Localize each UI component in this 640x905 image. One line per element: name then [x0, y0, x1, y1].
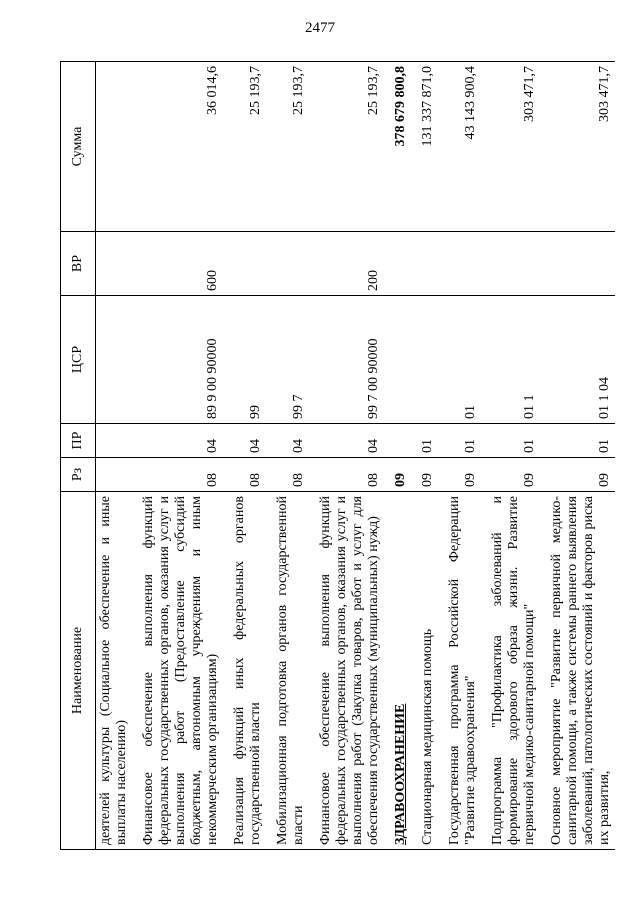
cell-name: Мобилизационная подготовка органов государственной власти [266, 492, 309, 850]
table-row [540, 62, 615, 850]
cell-pr: 04 [309, 424, 384, 458]
cell-rz: 08 [132, 458, 223, 492]
header-sum: Сумма [61, 62, 96, 232]
cell-vr [438, 232, 481, 296]
table-row [223, 62, 266, 850]
cell-name: Финансовое обеспечение выполнения функций федеральных государственных органов, оказания услуг и выполнения работ (Закупка товаров, работ и услуг для обеспечения государственных (муниципальных) нужд) [309, 492, 384, 850]
cell-sum: 303 471,7 [540, 62, 615, 232]
cell-csr: 99 [223, 296, 266, 424]
cell-sum: 25 193,7 [223, 62, 266, 232]
cell-vr [384, 232, 411, 296]
cell-vr [481, 232, 540, 296]
cell-csr: 01 1 [481, 296, 540, 424]
cell-sum: 36 014,6 [132, 62, 223, 232]
cell-csr [384, 296, 411, 424]
cell-vr [96, 232, 133, 296]
cell-sum: 25 193,7 [309, 62, 384, 232]
table-row [266, 62, 309, 850]
cell-vr [266, 232, 309, 296]
cell-pr: 01 [411, 424, 438, 458]
cell-csr: 01 [438, 296, 481, 424]
table-row [481, 62, 540, 850]
cell-pr: 04 [266, 424, 309, 458]
cell-vr: 600 [132, 232, 223, 296]
cell-csr: 99 7 [266, 296, 309, 424]
cell-csr [96, 296, 133, 424]
header-csr: ЦСР [61, 296, 96, 424]
table-row [384, 62, 411, 850]
cell-csr: 01 1 04 [540, 296, 615, 424]
header-name: Наименование [61, 492, 96, 850]
cell-csr: 99 7 00 90000 [309, 296, 384, 424]
budget-table [60, 61, 615, 850]
cell-csr [411, 296, 438, 424]
cell-rz: 09 [384, 458, 411, 492]
cell-name: Основное мероприятие "Развитие первичной медико-санитарной помощи, а также системы раннего выявления заболеваний, патологических состояний и факторов риска их развития, [540, 492, 615, 850]
cell-sum [96, 62, 133, 232]
budget-table-container [60, 62, 630, 850]
cell-pr [96, 424, 133, 458]
table-header-row [61, 62, 96, 850]
cell-vr [411, 232, 438, 296]
cell-name: Финансовое обеспечение выполнения функций федеральных государственных органов, оказания услуг и выполнения работ (Предоставление субсидий бюджетным, автономным учреждениям и иным некоммерческим организациям) [132, 492, 223, 850]
cell-pr: 01 [540, 424, 615, 458]
cell-rz: 09 [411, 458, 438, 492]
cell-rz: 09 [540, 458, 615, 492]
cell-vr: 200 [309, 232, 384, 296]
cell-sum: 25 193,7 [266, 62, 309, 232]
cell-pr [384, 424, 411, 458]
cell-sum: 131 337 871,0 [411, 62, 438, 232]
header-vr: ВР [61, 232, 96, 296]
header-pr: ПР [61, 424, 96, 458]
table-body [96, 62, 616, 850]
table-row [438, 62, 481, 850]
cell-csr: 89 9 00 90000 [132, 296, 223, 424]
cell-name: Подпрограмма "Профилактика заболеваний и формирование здорового образа жизни. Развитие первичной медико-санитарной помощи" [481, 492, 540, 850]
page-number: 2477 [305, 20, 335, 36]
cell-rz: 08 [309, 458, 384, 492]
cell-pr: 04 [132, 424, 223, 458]
cell-name: Государственная программа Российской Федерации "Развитие здравоохранения" [438, 492, 481, 850]
header-rz: Рз [61, 458, 96, 492]
cell-pr: 01 [481, 424, 540, 458]
cell-sum: 303 471,7 [481, 62, 540, 232]
table-row [96, 62, 133, 850]
table-row [309, 62, 384, 850]
cell-pr: 01 [438, 424, 481, 458]
cell-name: деятелей культуры (Социальное обеспечение и иные выплаты населению) [96, 492, 133, 850]
cell-rz: 08 [223, 458, 266, 492]
table-row [132, 62, 223, 850]
table-row [411, 62, 438, 850]
cell-rz: 08 [266, 458, 309, 492]
cell-name: Стационарная медицинская помощь [411, 492, 438, 850]
cell-rz: 09 [438, 458, 481, 492]
cell-vr [540, 232, 615, 296]
cell-name: Реализация функций иных федеральных органов государственной власти [223, 492, 266, 850]
cell-rz: 09 [481, 458, 540, 492]
cell-rz [96, 458, 133, 492]
cell-vr [223, 232, 266, 296]
cell-sum: 43 143 900,4 [438, 62, 481, 232]
cell-pr: 04 [223, 424, 266, 458]
cell-name: ЗДРАВООХРАНЕНИЕ [384, 492, 411, 850]
cell-sum: 378 679 800,8 [384, 62, 411, 232]
